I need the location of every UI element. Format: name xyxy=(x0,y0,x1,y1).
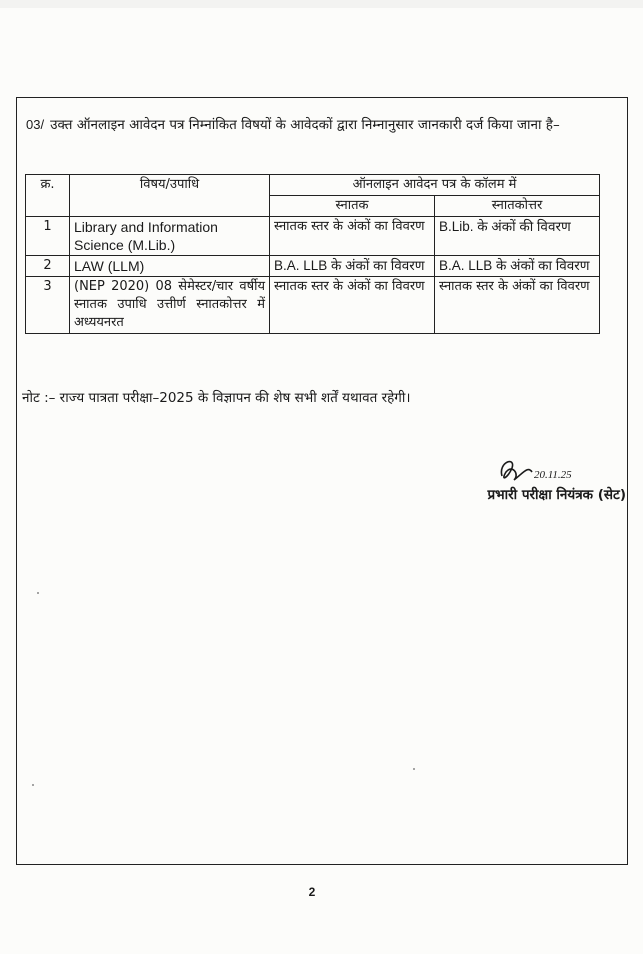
intro-paragraph xyxy=(26,112,621,138)
signatory-title: प्रभारी परीक्षा नियंत्रक (सेट) xyxy=(487,487,626,503)
scan-speck xyxy=(413,768,415,770)
header-postgraduate: स्नातकोत्तर xyxy=(435,196,600,217)
header-subject: विषय/उपाधि xyxy=(70,175,270,217)
row-postgraduate: स्नातक स्तर के अंकों का विवरण xyxy=(435,277,600,334)
paragraph-number: 03/ xyxy=(26,117,45,132)
row-serial: 2 xyxy=(26,256,70,277)
table-row xyxy=(26,256,600,277)
row-graduate: स्नातक स्तर के अंकों का विवरण xyxy=(270,217,435,256)
table-row xyxy=(26,217,600,256)
row-subject: LAW (LLM) xyxy=(70,256,270,277)
scan-speck xyxy=(32,784,34,786)
row-subject: Library and Information Science (M.Lib.) xyxy=(70,217,270,256)
table-row xyxy=(26,277,600,334)
row-postgraduate: B.A. LLB के अंकों का विवरण xyxy=(435,256,600,277)
row-graduate: स्नातक स्तर के अंकों का विवरण xyxy=(270,277,435,334)
row-serial: 1 xyxy=(26,217,70,256)
signature-date: 20.11.25 xyxy=(534,469,572,481)
header-graduate: स्नातक xyxy=(270,196,435,217)
header-group: ऑनलाइन आवेदन पत्र के कॉलम में xyxy=(270,175,600,196)
row-serial: 3 xyxy=(26,277,70,334)
row-postgraduate: B.Lib. के अंकों की विवरण xyxy=(435,217,600,256)
page-number: 2 xyxy=(308,885,316,899)
table-header-row xyxy=(26,175,600,196)
row-graduate: B.A. LLB के अंकों का विवरण xyxy=(270,256,435,277)
signature-mark xyxy=(494,452,604,486)
note-text: नोट :– राज्य पात्रता परीक्षा–2025 के विज्ञापन की शेष सभी शर्तें यथावत रहेगी। xyxy=(22,390,411,406)
header-serial: क्र. xyxy=(26,175,70,217)
row-subject: (NEP 2020) 08 सेमेस्टर/चार वर्षीय स्नातक उपाधि उत्तीर्ण स्नातकोत्तर में अध्ययनरत xyxy=(70,277,270,334)
intro-text: उक्त ऑनलाइन आवेदन पत्र निम्नांकित विषयों के आवेदकों द्वारा निम्नानुसार जानकारी दर्ज किया जाना है– xyxy=(50,117,560,133)
columns-table xyxy=(25,174,600,334)
scan-speck xyxy=(37,592,39,594)
